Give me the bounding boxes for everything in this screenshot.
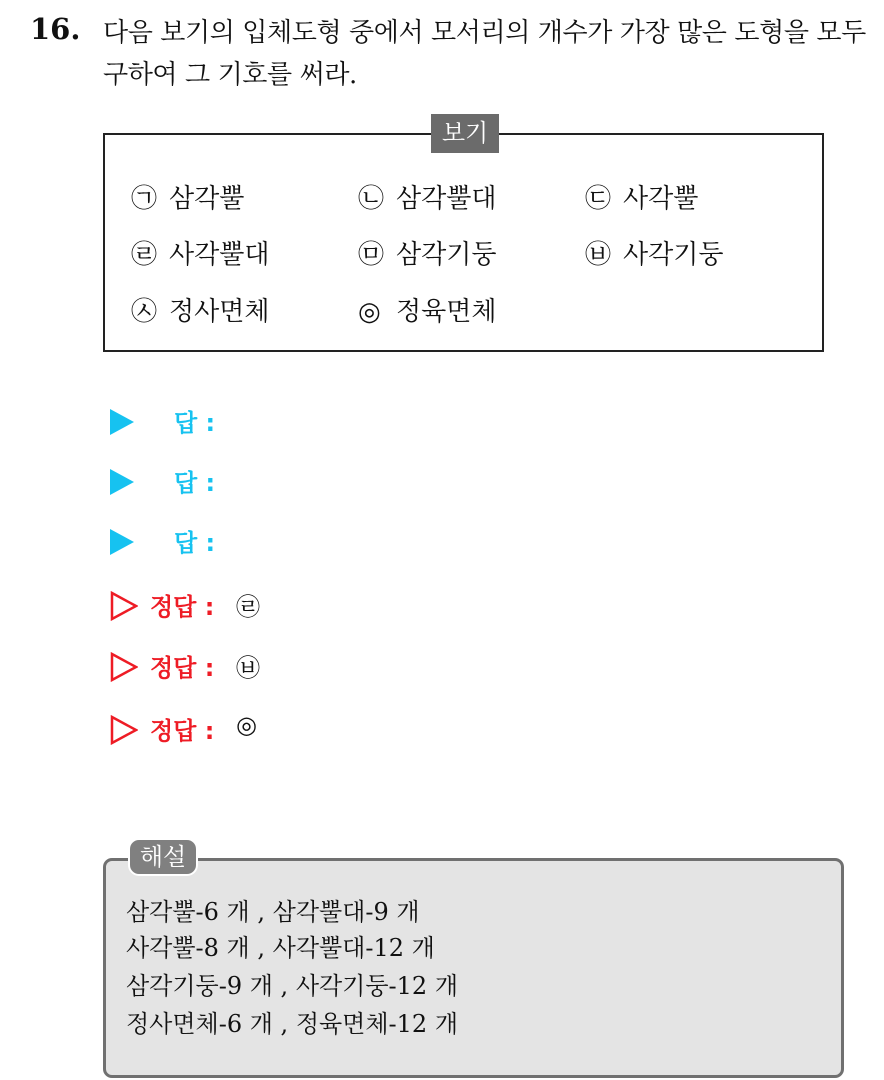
bogi-item	[585, 239, 723, 271]
bogi-item-name: 사각기둥	[623, 240, 724, 270]
bogi-item-mark: ㉤	[358, 240, 385, 270]
bogi-item-mark: ㉣	[131, 240, 158, 270]
bogi-item	[585, 183, 698, 215]
bogi-item-mark: ㉡	[358, 184, 385, 214]
play-triangle-icon	[110, 529, 134, 555]
bogi-item	[131, 296, 269, 328]
answer-label: 답 :	[174, 409, 216, 437]
play-triangle-icon	[110, 469, 134, 495]
correct-answer-label: 정답 :	[150, 593, 215, 621]
question-text: 다음 보기의 입체도형 중에서 모서리의 개수가 가장 많은 도형을 모두 구하여 그 기호를 써라.	[103, 18, 866, 90]
bogi-item-name: 사각뿔	[623, 184, 699, 214]
answer-label: 답 :	[174, 469, 216, 497]
bogi-item-mark: ㉠	[131, 184, 158, 214]
question-number: 16.	[30, 12, 81, 46]
solution-line: 삼각기둥-9 개 , 사각기둥-12 개	[126, 972, 459, 1000]
solution-line: 사각뿔-8 개 , 사각뿔대-12 개	[126, 934, 435, 962]
solution-label: 해설	[128, 838, 198, 876]
answer-label: 답 :	[174, 529, 216, 557]
bogi-item-name: 삼각뿔대	[396, 184, 497, 214]
bogi-item-name: 삼각뿔	[169, 184, 245, 214]
correct-answer-value: ◎	[236, 711, 257, 739]
bogi-item	[358, 183, 496, 215]
bogi-item	[131, 239, 269, 271]
bogi-item-name: 정육면체	[396, 297, 497, 327]
bogi-item	[131, 183, 244, 215]
bogi-item-mark: ㉢	[585, 184, 612, 214]
bogi-item-mark: ㉦	[131, 297, 158, 327]
bogi-item	[358, 296, 496, 328]
correct-answer-value: ㉣	[236, 593, 260, 621]
bogi-item-name: 정사면체	[169, 297, 270, 327]
bogi-item-name: 삼각기둥	[396, 240, 497, 270]
triangle-outline-icon	[110, 715, 138, 745]
correct-answer-label: 정답 :	[150, 654, 215, 682]
bogi-item-name: 사각뿔대	[169, 240, 270, 270]
bogi-item	[358, 239, 496, 271]
triangle-outline-icon	[110, 591, 138, 621]
triangle-outline-icon	[110, 652, 138, 682]
play-triangle-icon	[110, 409, 134, 435]
correct-answer-label: 정답 :	[150, 717, 215, 745]
solution-line: 정사면체-6 개 , 정육면체-12 개	[126, 1010, 459, 1038]
correct-answer-value: ㉥	[236, 654, 260, 682]
bogi-label: 보기	[431, 114, 499, 153]
solution-box	[103, 858, 844, 1078]
bogi-item-mark: ㉥	[585, 240, 612, 270]
solution-line: 삼각뿔-6 개 , 삼각뿔대-9 개	[126, 898, 420, 926]
bogi-item-mark: ◎	[358, 297, 381, 327]
